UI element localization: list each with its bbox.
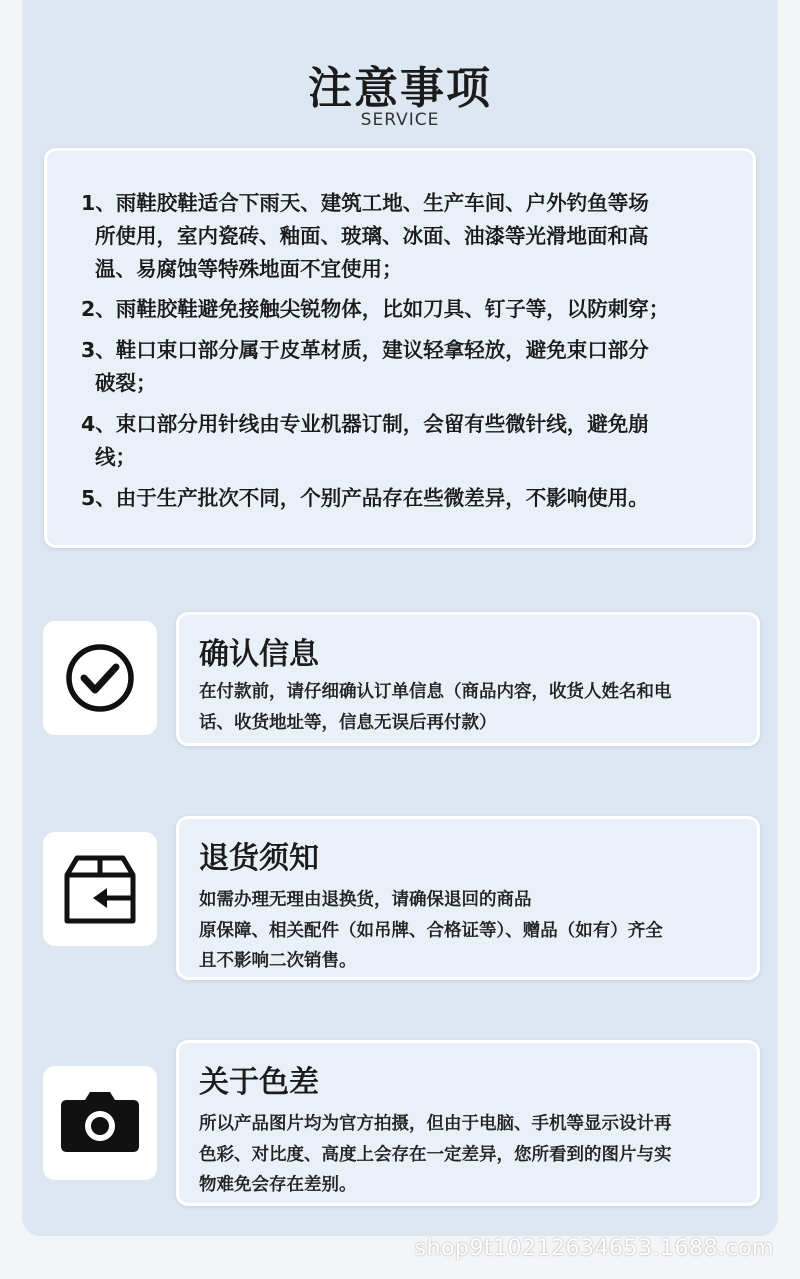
return-box-icon	[43, 832, 157, 946]
page-title: 注意事项	[308, 63, 492, 114]
confirm-body	[199, 677, 744, 738]
notice-item-3	[81, 334, 731, 400]
notice-item-4	[81, 408, 731, 474]
notice-number: 5、	[81, 486, 116, 510]
color-text: 所以产品图片均为官方拍摄，但由于电脑、手机等显示设计再	[199, 1114, 672, 1134]
notice-text: 鞋口束口部分属于皮革材质，建议轻拿轻放，避免束口部分	[115, 338, 649, 362]
notice-text: 雨鞋胶鞋避免接触尖锐物体，比如刀具、钉子等，以防刺穿；	[115, 297, 670, 321]
notice-text: 所使用，室内瓷砖、釉面、玻璃、冰面、油漆等光滑地面和高	[95, 224, 649, 248]
confirm-info-card	[176, 612, 760, 746]
notice-text: 线；	[95, 445, 136, 469]
color-icon-tile	[43, 1066, 157, 1180]
color-body	[199, 1109, 744, 1201]
notice-item-2	[81, 293, 731, 326]
notice-number: 3、	[81, 338, 116, 362]
returns-body	[199, 885, 744, 977]
returns-title: 退货须知	[199, 841, 319, 876]
notice-number: 4、	[81, 412, 116, 436]
color-title: 关于色差	[199, 1065, 319, 1100]
notice-item-5	[81, 482, 731, 515]
color-text: 物难免会存在差别。	[199, 1175, 357, 1195]
notice-text: 束口部分用针线由专业机器订制，会留有些微针线，避免崩	[115, 412, 649, 436]
confirm-text: 话、收货地址等，信息无误后再付款）	[199, 712, 497, 733]
returns-info-card	[176, 816, 760, 980]
check-circle-icon	[43, 621, 157, 735]
notice-item-1	[81, 187, 731, 286]
notice-text: 由于生产批次不同，个别产品存在些微差异，不影响使用。	[115, 486, 649, 510]
notice-text: 雨鞋胶鞋适合下雨天、建筑工地、生产车间、户外钓鱼等场	[115, 191, 649, 215]
notice-box	[44, 148, 756, 548]
notice-number: 2、	[81, 297, 116, 321]
confirm-icon-tile	[43, 621, 157, 735]
camera-icon	[43, 1066, 157, 1180]
returns-text: 原保障、相关配件（如吊牌、合格证等）、赠品（如有）齐全	[199, 920, 663, 941]
color-text: 色彩、对比度、高度上会存在一定差异，您所看到的图片与实	[199, 1144, 672, 1165]
confirm-title: 确认信息	[199, 637, 319, 672]
notice-text: 温、易腐蚀等特殊地面不宜使用；	[95, 257, 403, 281]
shop-watermark: shop9t10212634653.1688.com	[414, 1236, 774, 1261]
returns-icon-tile	[43, 832, 157, 946]
returns-text: 如需办理无理由退换货，请确保退回的商品	[199, 890, 532, 910]
notice-text: 破裂；	[95, 371, 157, 395]
returns-text: 且不影响二次销售。	[199, 951, 357, 971]
page-subtitle: SERVICE	[360, 110, 440, 130]
color-info-card	[176, 1040, 760, 1206]
confirm-text: 在付款前，请仔细确认订单信息（商品内容，收货人姓名和电	[199, 682, 672, 702]
notice-number: 1、	[81, 191, 116, 215]
